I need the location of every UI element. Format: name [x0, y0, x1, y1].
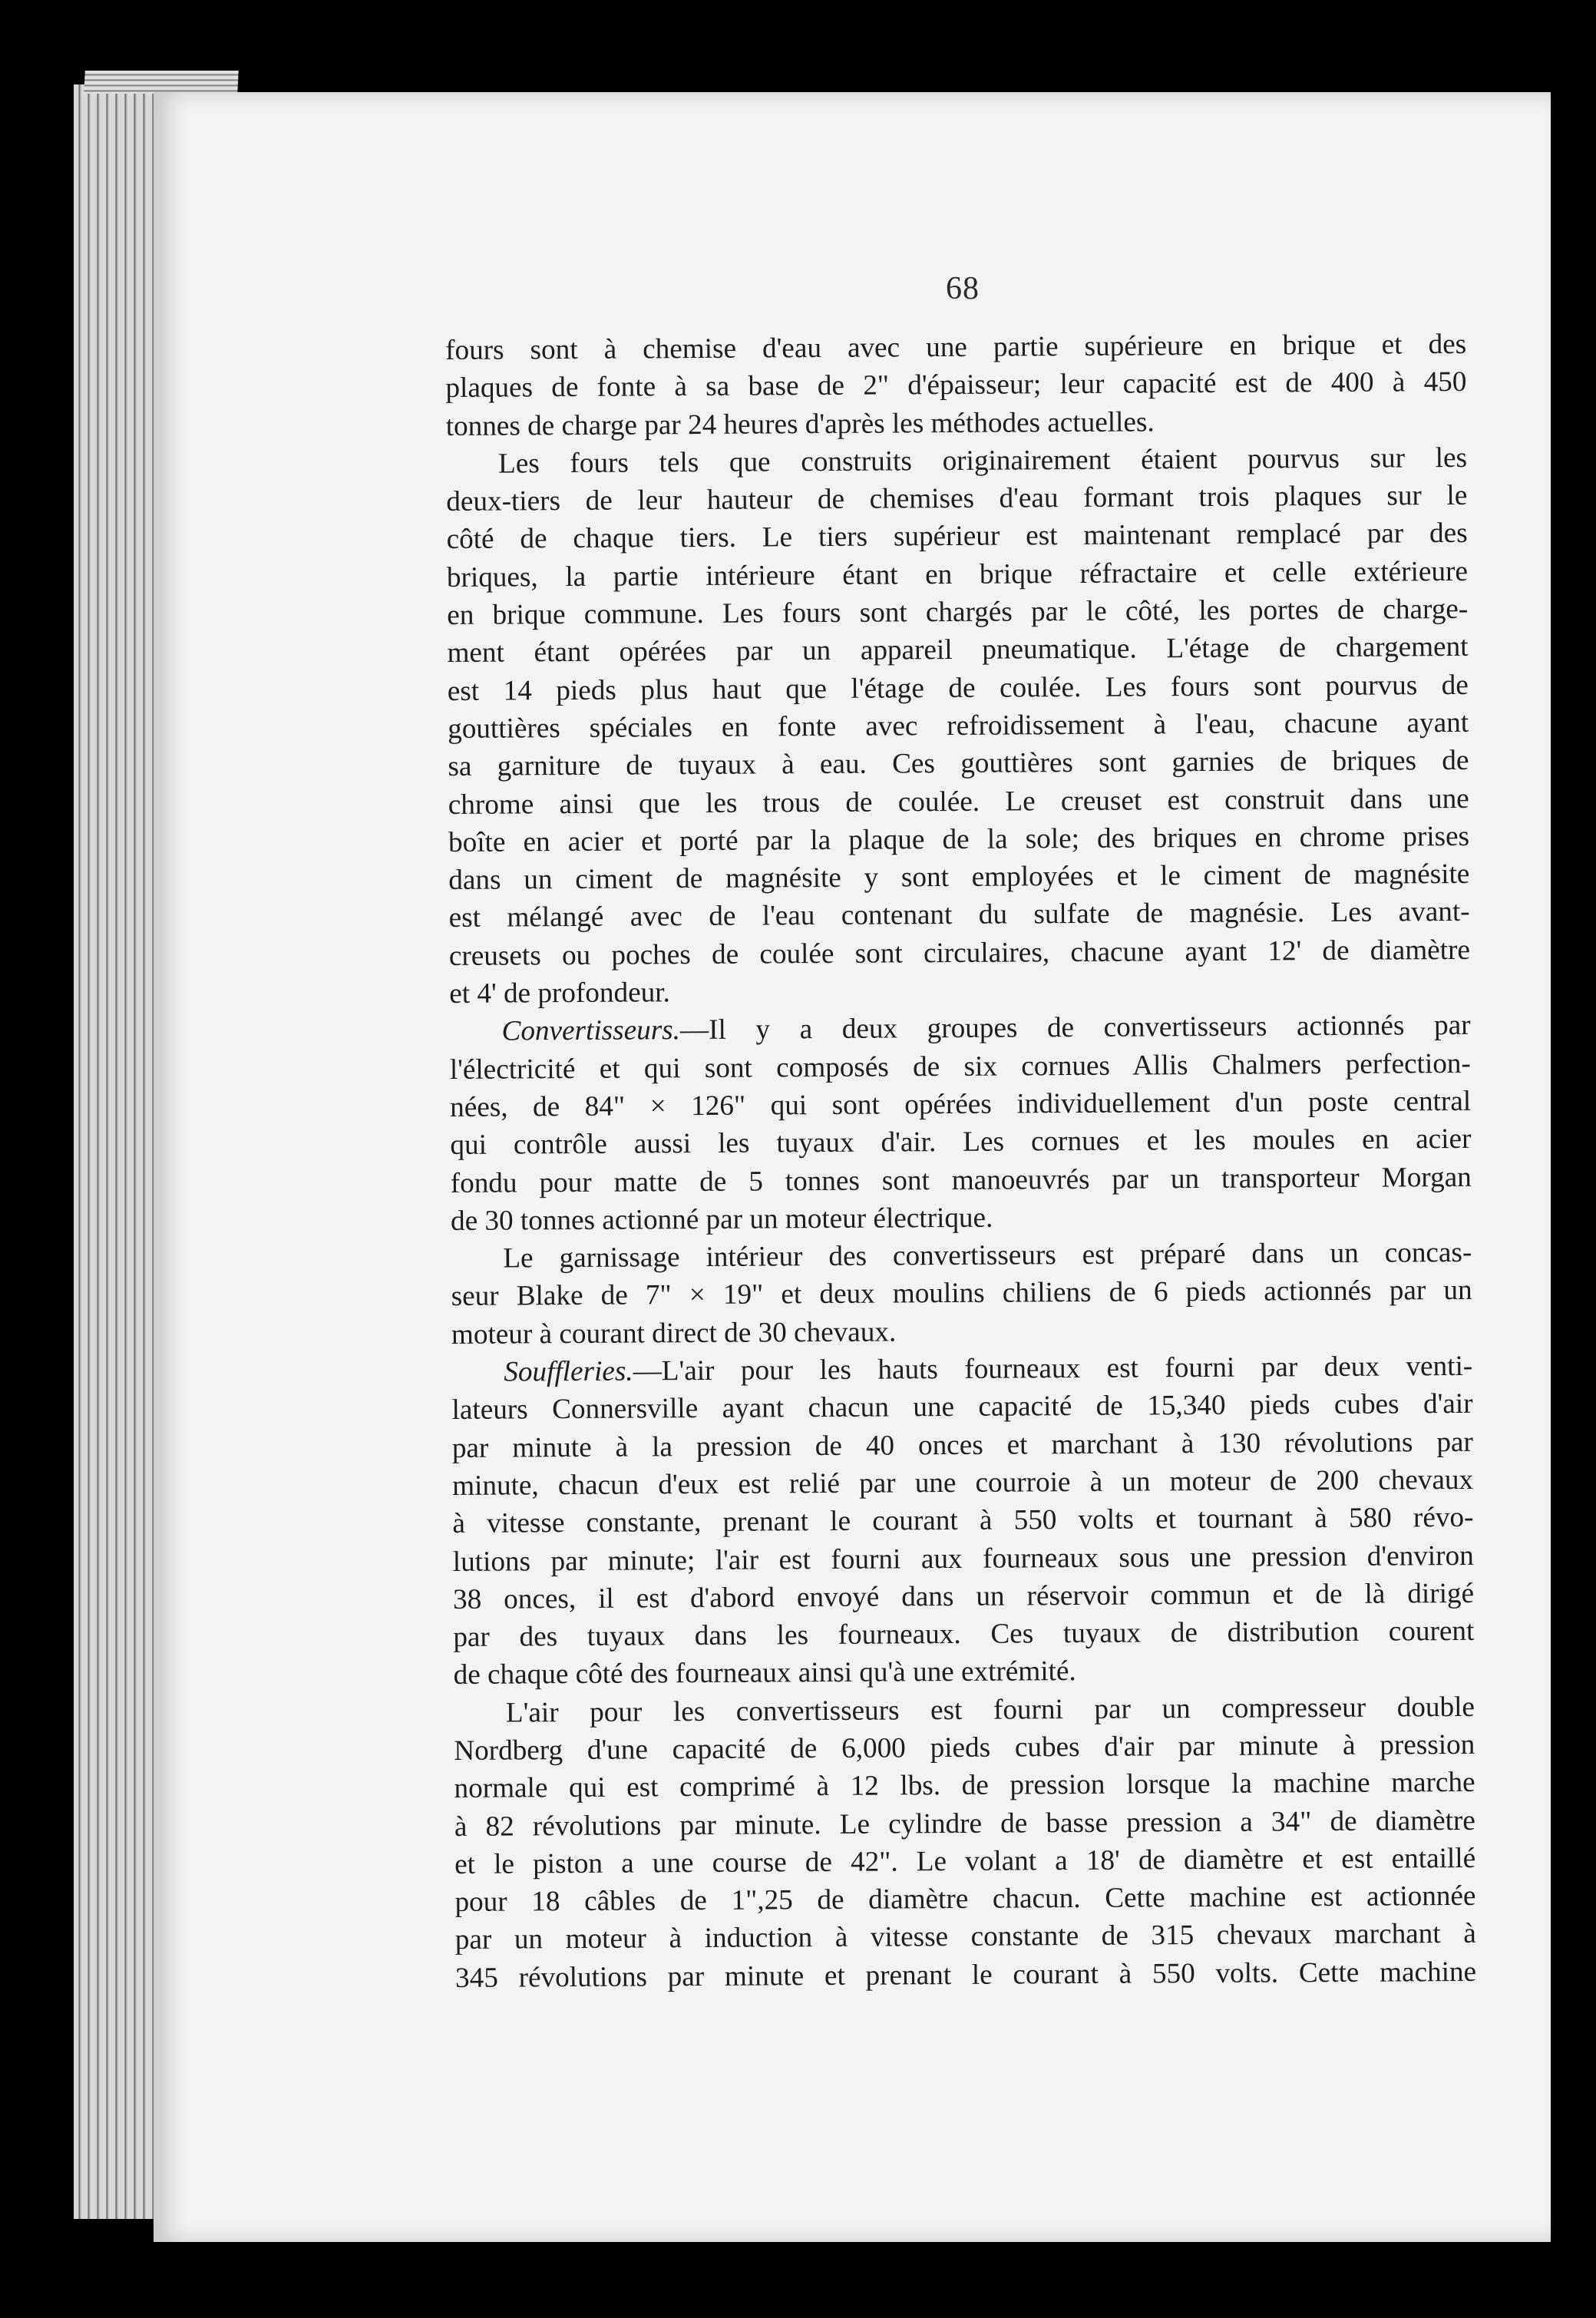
section-heading: Convertisseurs. [501, 1014, 681, 1047]
text-line: côté de chaque tiers. Le tiers supérieur est maintenant remplacé par des [446, 517, 1468, 556]
text-line: nées, de 84" × 126" qui sont opérées individuellement d'un poste central [450, 1085, 1472, 1123]
text-line: lutions par minute; l'air est fourni aux fourneaux sous une pression d'environ [452, 1539, 1474, 1578]
text-line: de 30 tonnes actionné par un moteur électrique. [450, 1202, 993, 1237]
text-line: tonnes de charge par 24 heures d'après les méthodes actuelles. [445, 405, 1155, 442]
section-heading: Souffleries. [504, 1355, 633, 1388]
text-line: briques, la partie intérieure étant en brique réfractaire et celle extérieure [446, 555, 1469, 594]
text-line: minute, chacun d'eux est relié par une courroie à un moteur de 200 chevaux [452, 1463, 1474, 1502]
text-line: plaques de fonte à sa base de 2" d'épaisseur; leur capacité est de 400 à 450 [445, 366, 1467, 405]
text-line: chrome ainsi que les trous de coulée. Le creuset est construit dans une [448, 782, 1469, 821]
text-line: à 82 révolutions par minute. Le cylindre de basse pression a 34" de diamètre [454, 1804, 1475, 1843]
page-stack-top-edge [84, 71, 239, 94]
text-line: Le garnissage intérieur des convertisseurs est préparé dans un concas- [503, 1236, 1472, 1275]
text-line: lateurs Connersville ayant chacun une capacité de 15,340 pieds cubes d'air [451, 1388, 1473, 1427]
text-line: est mélangé avec de l'eau contenant du sulfate de magnésie. Les avant- [448, 896, 1470, 934]
text-line: creusets ou poches de coulée sont circulaires, chacune ayant 12' de diamètre [448, 934, 1471, 972]
text-line: ment étant opérées par un appareil pneumatique. L'étage de chargement [447, 631, 1469, 670]
text-line: sa garniture de tuyaux à eau. Ces gouttières sont garnies de briques de [448, 745, 1469, 783]
text-line: pour 18 câbles de 1",25 de diamètre chacun. Cette machine est actionnée [454, 1880, 1476, 1919]
text-line: par des tuyaux dans les fourneaux. Ces tuyaux de distribution courent [453, 1615, 1475, 1654]
text-line: boîte en acier et porté par la plaque de la sole; des briques en chrome prises [448, 820, 1470, 858]
text-line: et le piston a une course de 42". Le volant a 18' de diamètre et est entaillé [454, 1842, 1476, 1880]
text-line: Convertisseurs.—Il y a deux groupes de convertisseurs actionnés par [501, 1010, 1471, 1047]
text-line: Les fours tels que construits originairement étaient pourvus sur les [497, 441, 1468, 480]
text-line: gouttières spéciales en fonte avec refroidissement à l'eau, chacune ayant [448, 706, 1469, 745]
text-line: normale qui est comprimé à 12 lbs. de pression lorsque la machine marche [454, 1767, 1475, 1805]
text-line: fondu pour matte de 5 tonnes sont manoeuvrés par un transporteur Morgan [450, 1161, 1472, 1199]
text-line: seur Blake de 7" × 19" et deux moulins chiliens de 6 pieds actionnés par un [451, 1275, 1472, 1313]
text-line: est 14 pieds plus haut que l'étage de coulée. Les fours sont pourvus de [447, 669, 1469, 707]
text-line: qui contrôle aussi les tuyaux d'air. Les cornues et les moules en acier [450, 1123, 1472, 1162]
text-line: Nordberg d'une capacité de 6,000 pieds cubes d'air par minute à pression [454, 1728, 1475, 1767]
text-line: moteur à courant direct de 30 chevaux. [451, 1316, 897, 1351]
body-text [445, 326, 1476, 1997]
text-line: par minute à la pression de 40 onces et marchant à 130 révolutions par [451, 1426, 1473, 1464]
text-line: à vitesse constante, prenant le courant à 550 volts et tournant à 580 révo- [452, 1502, 1474, 1540]
page-number: 68 [946, 271, 980, 306]
text-line: 38 onces, il est d'abord envoyé dans un réservoir commun et de là dirigé [452, 1577, 1475, 1615]
text-line: et 4' de profondeur. [449, 977, 670, 1010]
text-line: l'électricité et qui sont composés de six cornues Allis Chalmers perfection- [449, 1047, 1471, 1086]
text-line: Souffleries.—L'air pour les hauts fourneaux est fourni par deux venti- [504, 1350, 1473, 1388]
text-line: fours sont à chemise d'eau avec une partie supérieure en brique et des [445, 328, 1467, 366]
text-line: deux-tiers de leur hauteur de chemises d'eau formant trois plaques sur le [446, 480, 1468, 518]
text-line: 345 révolutions par minute et prenant le courant à 550 volts. Cette machine [454, 1956, 1477, 1994]
text-line: en brique commune. Les fours sont chargés par le côté, les portes de charge- [447, 593, 1469, 632]
text-line: dans un ciment de magnésite y sont employées et le ciment de magnésite [448, 858, 1470, 897]
text-line: L'air pour les convertisseurs est fourni par un compresseur double [505, 1691, 1475, 1729]
text-line: par un moteur à induction à vitesse constante de 315 chevaux marchant à [454, 1918, 1476, 1956]
text-line: de chaque côté des fourneaux ainsi qu'à une extrémité. [453, 1655, 1076, 1691]
